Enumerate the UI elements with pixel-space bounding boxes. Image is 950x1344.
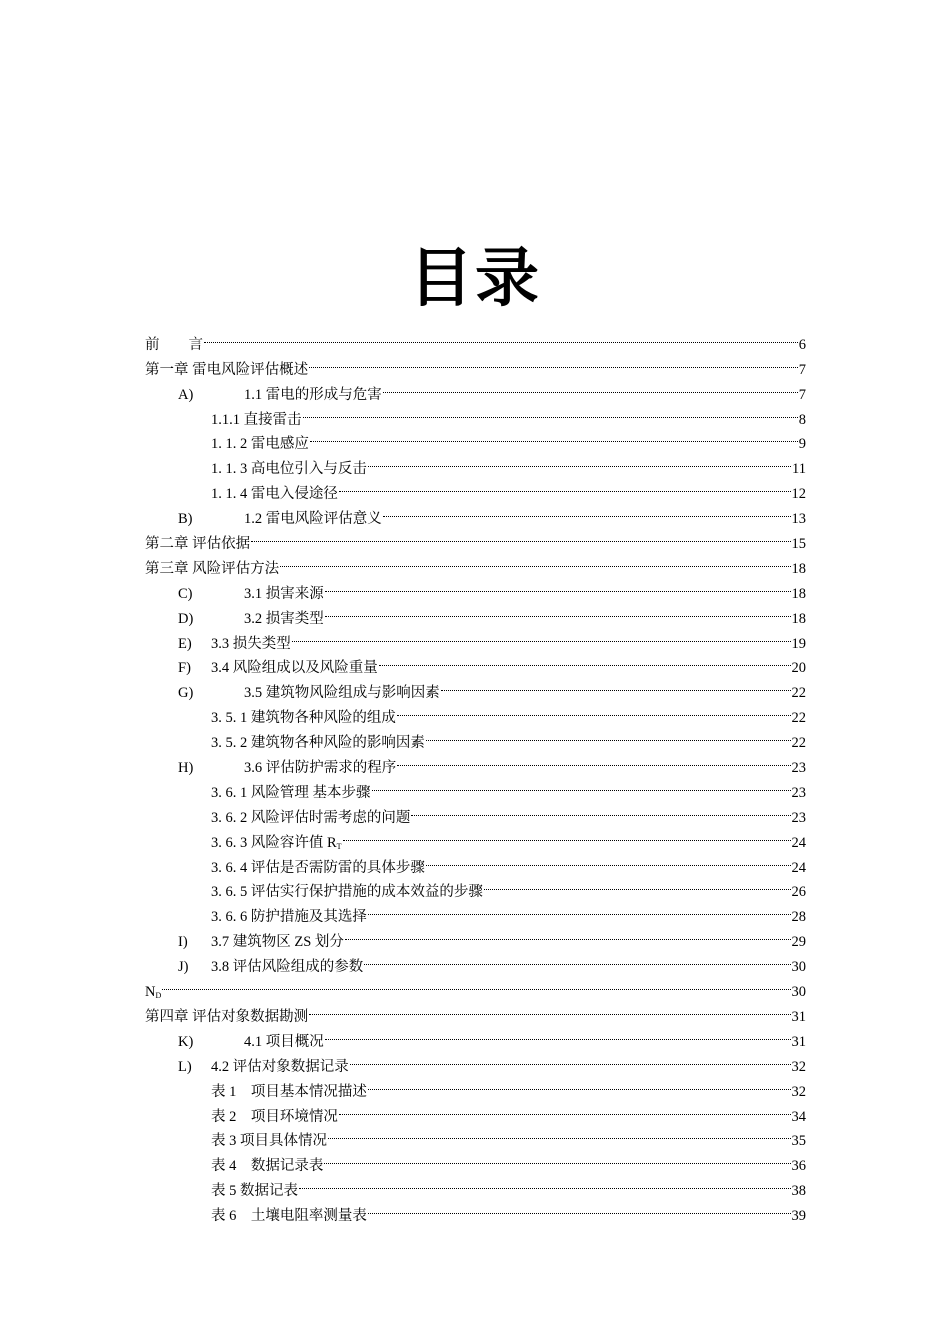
toc-page-number: 39 — [791, 1208, 806, 1225]
toc-dot-leader — [372, 772, 791, 797]
toc-dot-leader — [383, 374, 798, 399]
toc-page-number: 32 — [791, 1083, 806, 1100]
toc-entry-title: 3.2 损害类型 — [244, 610, 324, 627]
toc-page-number: 13 — [791, 511, 806, 528]
toc-dot-leader — [325, 1021, 791, 1046]
toc-page-number: 22 — [791, 735, 806, 752]
toc-entry-title: 3. 6. 2 风险评估时需考虑的问题 — [211, 809, 411, 826]
toc-entry-title: 表 6 土壤电阻率测量表 — [211, 1208, 367, 1225]
toc-page-number: 28 — [791, 909, 806, 926]
toc-dot-leader — [379, 648, 791, 673]
toc-entry-marker: D) — [178, 610, 194, 627]
toc-entry-title: 3. 6. 1 风险管理 基本步骤 — [211, 784, 371, 801]
toc-page-number: 15 — [791, 536, 806, 553]
toc-dot-leader — [368, 1195, 791, 1220]
toc-entry-marker: A) — [178, 386, 194, 403]
toc-page-number: 20 — [791, 660, 806, 677]
toc-page-number: 22 — [791, 710, 806, 727]
toc-page-number: 11 — [792, 461, 806, 478]
toc-dot-leader — [328, 1121, 791, 1146]
toc-entry-title: 3.4 风险组成以及风险重量 — [211, 660, 378, 677]
toc-entry-title: 表 3 项目具体情况 — [211, 1133, 327, 1150]
toc-entry[interactable] — [145, 971, 806, 1001]
toc-page-number: 35 — [791, 1133, 806, 1150]
toc-dot-leader — [343, 822, 791, 847]
toc-dot-leader — [350, 1046, 791, 1071]
toc-page-number: 29 — [791, 934, 806, 951]
toc-entry-marker: K) — [178, 1033, 194, 1050]
toc-dot-leader — [426, 722, 791, 747]
toc-entry-title: 1.2 雷电风险评估意义 — [244, 511, 382, 528]
toc-entry-title: 3.1 损害来源 — [244, 585, 324, 602]
toc-page-number: 7 — [798, 361, 806, 378]
toc-entry-title: 第一章 雷电风险评估概述 — [145, 361, 309, 378]
toc-entry-subscript: D — [155, 991, 162, 1001]
toc-entry-title: 3. 5. 2 建筑物各种风险的影响因素 — [211, 735, 425, 752]
toc-page-number: 31 — [791, 1008, 806, 1025]
toc-entry-title: 3. 5. 1 建筑物各种风险的组成 — [211, 710, 396, 727]
toc-entry-title: 3.5 建筑物风险组成与影响因素 — [244, 685, 440, 702]
toc-entry-marker: G) — [178, 685, 194, 702]
toc-entry-title: 4.2 评估对象数据记录 — [211, 1058, 349, 1075]
toc-dot-leader — [441, 672, 791, 697]
toc-dot-leader — [303, 399, 798, 424]
toc-page-number: 22 — [791, 685, 806, 702]
toc-entry-title: 3. 6. 3 风险容许值 RT — [211, 834, 342, 851]
toc-page-number: 36 — [791, 1158, 806, 1175]
toc-entry-marker: H) — [178, 760, 194, 777]
toc-entry-title: 1. 1. 3 高电位引入与反击 — [211, 461, 367, 478]
toc-entry-title: 1. 1. 2 雷电感应 — [211, 436, 309, 453]
toc-page-number: 6 — [798, 336, 806, 353]
toc-page-number: 24 — [791, 834, 806, 851]
toc-page-number: 30 — [791, 984, 806, 1001]
toc-dot-leader — [309, 349, 798, 374]
toc-entry-title: 3.6 评估防护需求的程序 — [244, 760, 397, 777]
toc-entry-marker: B) — [178, 511, 193, 528]
toc-dot-leader — [324, 1145, 790, 1170]
toc-entry-marker: E) — [178, 635, 192, 652]
toc-entry-title: 第二章 评估依据 — [145, 536, 251, 553]
toc-entry-marker: C) — [178, 585, 193, 602]
toc-dot-leader — [368, 896, 791, 921]
toc-dot-leader — [310, 424, 798, 449]
toc-dot-leader — [397, 747, 790, 772]
toc-page-number: 34 — [791, 1108, 806, 1125]
toc-page-number: 7 — [798, 386, 806, 403]
toc-entry-marker: F) — [178, 660, 191, 677]
toc-entry-title: 3. 6. 4 评估是否需防雷的具体步骤 — [211, 859, 425, 876]
toc-page-number: 19 — [791, 635, 806, 652]
toc-page-number: 18 — [791, 610, 806, 627]
toc-page-number: 23 — [791, 784, 806, 801]
toc-dot-leader — [292, 623, 791, 648]
toc-dot-leader — [345, 921, 791, 946]
toc-entry-title: 第四章 评估对象数据勘测 — [145, 1008, 309, 1025]
toc-entry-title: 1.1.1 直接雷击 — [211, 411, 302, 428]
toc-entry-title: 表 2 项目环境情况 — [211, 1108, 338, 1125]
toc-page-number: 24 — [791, 859, 806, 876]
toc-dot-leader — [251, 523, 790, 548]
toc-page-number: 9 — [798, 436, 806, 453]
toc-dot-leader — [426, 847, 791, 872]
toc-dot-leader — [383, 498, 791, 523]
toc-page-number: 8 — [798, 411, 806, 428]
toc-entry-title: 3. 6. 6 防护措施及其选择 — [211, 909, 367, 926]
toc-dot-leader — [484, 872, 791, 897]
toc-entry-title: 3.7 建筑物区 ZS 划分 — [211, 934, 344, 951]
table-of-contents — [145, 324, 806, 1225]
toc-entry-marker: L) — [178, 1058, 192, 1075]
toc-page-number: 31 — [791, 1033, 806, 1050]
toc-entry-title: 表 5 数据记表 — [211, 1183, 298, 1200]
toc-dot-leader — [204, 324, 798, 349]
toc-dot-leader — [309, 996, 790, 1021]
toc-dot-leader — [339, 1096, 791, 1121]
toc-dot-leader — [364, 946, 790, 971]
toc-page-number: 23 — [791, 760, 806, 777]
toc-entry-title: ND — [145, 984, 162, 1001]
page-title: 目录 — [409, 242, 541, 316]
toc-entry[interactable] — [145, 349, 806, 378]
toc-entry-title: 表 4 数据记录表 — [211, 1158, 324, 1175]
toc-entry-title: 1. 1. 4 雷电入侵途径 — [211, 486, 338, 503]
toc-entry-title: 1.1 雷电的形成与危害 — [244, 386, 382, 403]
toc-dot-leader — [397, 697, 791, 722]
toc-dot-leader — [411, 797, 790, 822]
toc-dot-leader — [325, 598, 791, 623]
toc-dot-leader — [339, 473, 791, 498]
toc-entry-marker: J) — [178, 959, 189, 976]
toc-dot-leader — [280, 548, 790, 573]
toc-page-number: 26 — [791, 884, 806, 901]
toc-page-number: 18 — [791, 585, 806, 602]
toc-dot-leader — [368, 448, 791, 473]
toc-entry-title: 第三章 风险评估方法 — [145, 560, 280, 577]
toc-dot-leader — [368, 1071, 791, 1096]
toc-dot-leader — [299, 1170, 791, 1195]
toc-entry-subscript: T — [336, 841, 342, 851]
toc-entry-title: 3.8 评估风险组成的参数 — [211, 959, 364, 976]
toc-dot-leader — [162, 971, 790, 996]
toc-page-number: 30 — [791, 959, 806, 976]
toc-dot-leader — [325, 573, 791, 598]
toc-page-number: 12 — [791, 486, 806, 503]
toc-entry-title: 表 1 项目基本情况描述 — [211, 1083, 367, 1100]
toc-entry[interactable] — [145, 324, 806, 353]
toc-entry-title: 3. 6. 5 评估实行保护措施的成本效益的步骤 — [211, 884, 483, 901]
toc-page-number: 32 — [791, 1058, 806, 1075]
toc-entry[interactable] — [145, 996, 806, 1025]
toc-page-number: 23 — [791, 809, 806, 826]
toc-entry-marker: I) — [178, 934, 188, 951]
toc-page-number: 38 — [791, 1183, 806, 1200]
toc-entry-title: 3.3 损失类型 — [211, 635, 291, 652]
toc-entry-title: 4.1 项目概况 — [244, 1033, 324, 1050]
toc-entry-title: 前 言 — [145, 336, 203, 353]
toc-page-number: 18 — [791, 560, 806, 577]
